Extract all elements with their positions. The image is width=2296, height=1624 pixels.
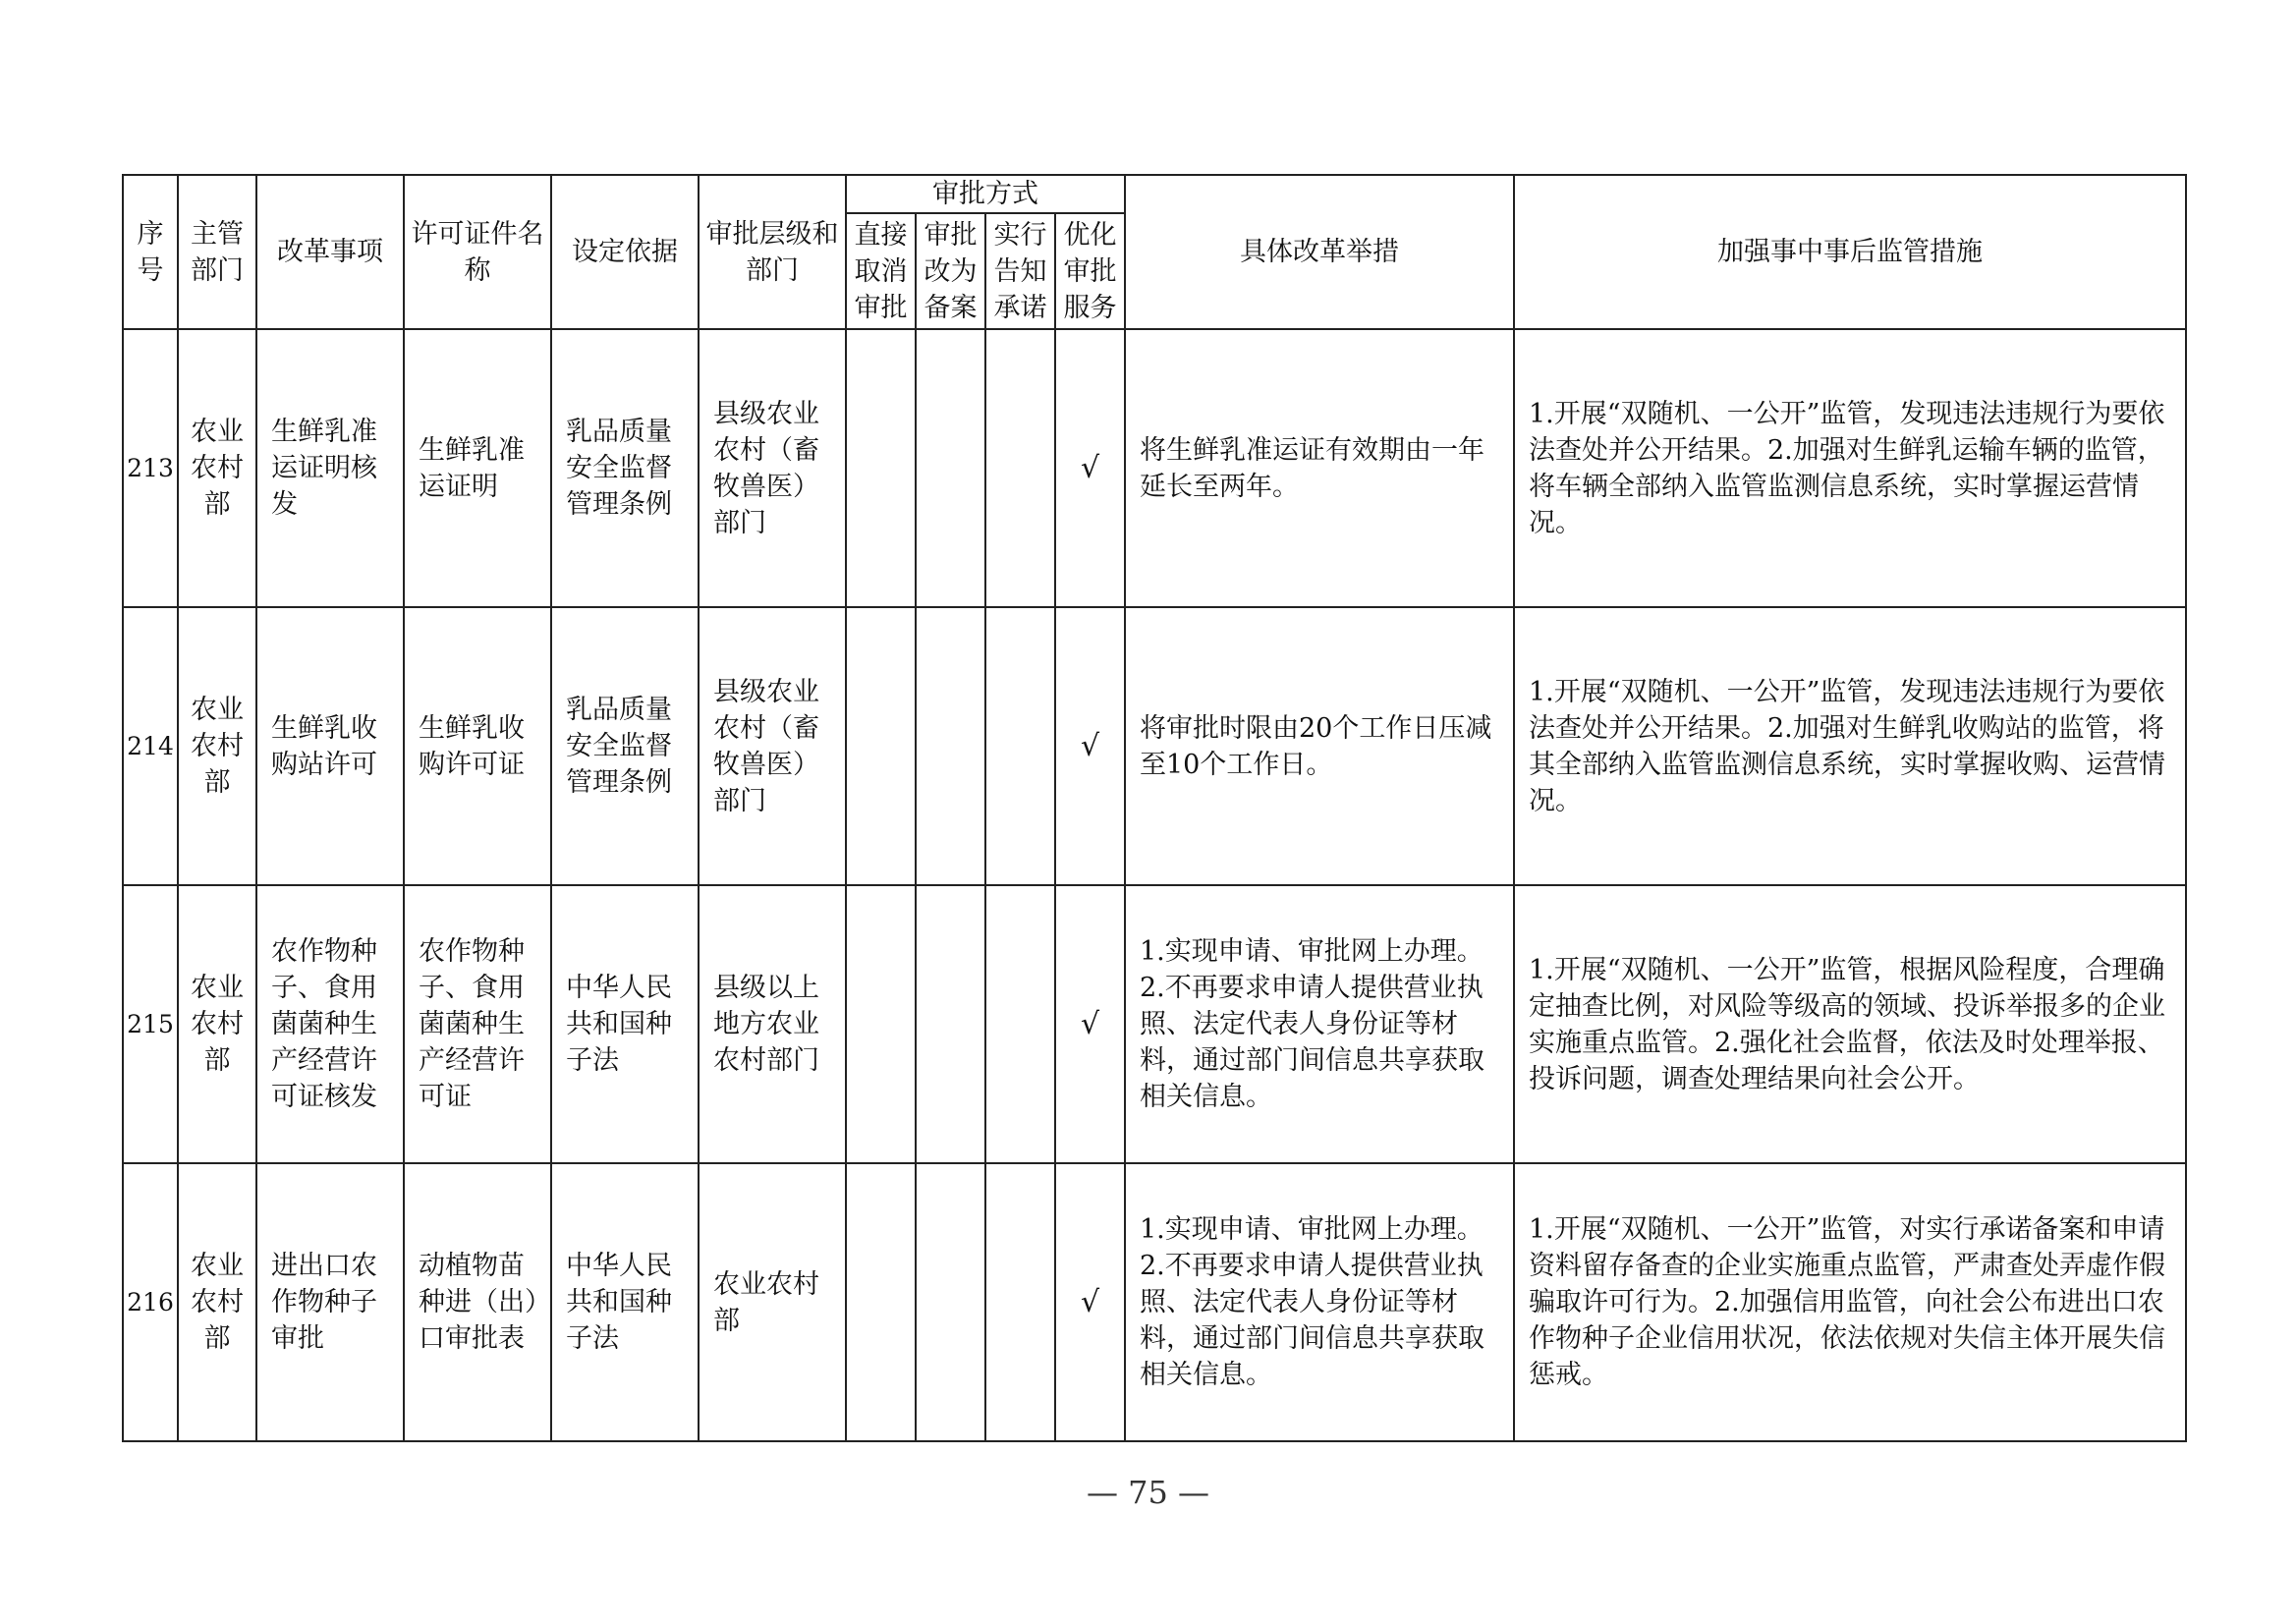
row-basis: 中华人民共和国种子法 <box>551 1163 699 1441</box>
row-item: 进出口农作物种子审批 <box>256 1163 404 1441</box>
row-dept: 农业农村部 <box>178 885 256 1163</box>
row-method-notice <box>985 607 1055 885</box>
header-supervision: 加强事中事后监管措施 <box>1514 175 2186 329</box>
header-method-notice: 实行告知承诺 <box>985 213 1055 329</box>
row-method-optimize: √ <box>1055 885 1125 1163</box>
table-row <box>123 607 2186 885</box>
row-method-cancel <box>846 1163 916 1441</box>
row-level: 县级农业农村（畜牧兽医）部门 <box>699 329 846 607</box>
row-method-notice <box>985 1163 1055 1441</box>
row-measure: 将生鲜乳准运证有效期由一年延长至两年。 <box>1125 329 1514 607</box>
reform-table-container <box>122 174 2187 1442</box>
row-supervision: 1.开展“双随机、一公开”监管，发现违法违规行为要依法查处并公开结果。2.加强对生鲜乳收购站的监管，将其全部纳入监管监测信息系统，实时掌握收购、运营情况。 <box>1514 607 2186 885</box>
row-method-notice <box>985 885 1055 1163</box>
row-method-optimize: √ <box>1055 1163 1125 1441</box>
row-item: 生鲜乳收购站许可 <box>256 607 404 885</box>
row-seq: 214 <box>123 607 178 885</box>
header-level: 审批层级和部门 <box>699 175 846 329</box>
row-basis: 中华人民共和国种子法 <box>551 885 699 1163</box>
row-method-filing <box>916 329 985 607</box>
row-basis: 乳品质量安全监督管理条例 <box>551 329 699 607</box>
row-license: 农作物种子、食用菌菌种生产经营许可证 <box>404 885 551 1163</box>
row-method-filing <box>916 885 985 1163</box>
row-supervision: 1.开展“双随机、一公开”监管，发现违法违规行为要依法查处并公开结果。2.加强对生鲜乳运输车辆的监管，将车辆全部纳入监管监测信息系统，实时掌握运营情况。 <box>1514 329 2186 607</box>
row-method-cancel <box>846 885 916 1163</box>
table-header <box>123 175 2186 329</box>
row-method-optimize: √ <box>1055 329 1125 607</box>
row-license: 生鲜乳准运证明 <box>404 329 551 607</box>
row-method-filing <box>916 607 985 885</box>
row-measure: 1.实现申请、审批网上办理。2.不再要求申请人提供营业执照、法定代表人身份证等材料，通过部门间信息共享获取相关信息。 <box>1125 1163 1514 1441</box>
row-method-optimize: √ <box>1055 607 1125 885</box>
row-dept: 农业农村部 <box>178 607 256 885</box>
row-supervision: 1.开展“双随机、一公开”监管，根据风险程度，合理确定抽查比例，对风险等级高的领域、投诉举报多的企业实施重点监管。2.强化社会监督，依法及时处理举报、投诉问题，调查处理结果向社会公开。 <box>1514 885 2186 1163</box>
row-method-filing <box>916 1163 985 1441</box>
row-license: 生鲜乳收购许可证 <box>404 607 551 885</box>
header-seq: 序号 <box>123 175 178 329</box>
row-measure: 1.实现申请、审批网上办理。2.不再要求申请人提供营业执照、法定代表人身份证等材料，通过部门间信息共享获取相关信息。 <box>1125 885 1514 1163</box>
table-body <box>123 329 2186 1441</box>
row-level: 县级农业农村（畜牧兽医）部门 <box>699 607 846 885</box>
row-license: 动植物苗种进（出）口审批表 <box>404 1163 551 1441</box>
row-seq: 216 <box>123 1163 178 1441</box>
row-measure: 将审批时限由20个工作日压减至10个工作日。 <box>1125 607 1514 885</box>
row-method-cancel <box>846 607 916 885</box>
row-level: 农业农村部 <box>699 1163 846 1441</box>
header-license: 许可证件名称 <box>404 175 551 329</box>
row-method-notice <box>985 329 1055 607</box>
row-seq: 215 <box>123 885 178 1163</box>
header-dept: 主管部门 <box>178 175 256 329</box>
row-basis: 乳品质量安全监督管理条例 <box>551 607 699 885</box>
header-basis: 设定依据 <box>551 175 699 329</box>
table-row <box>123 329 2186 607</box>
header-method-filing: 审批改为备案 <box>916 213 985 329</box>
row-dept: 农业农村部 <box>178 329 256 607</box>
row-method-cancel <box>846 329 916 607</box>
header-method-optimize: 优化审批服务 <box>1055 213 1125 329</box>
row-item: 农作物种子、食用菌菌种生产经营许可证核发 <box>256 885 404 1163</box>
table-row <box>123 885 2186 1163</box>
header-measure: 具体改革举措 <box>1125 175 1514 329</box>
table-row <box>123 1163 2186 1441</box>
page-number: — 75 — <box>1086 1474 1210 1511</box>
row-seq: 213 <box>123 329 178 607</box>
header-method-cancel: 直接取消审批 <box>846 213 916 329</box>
row-level: 县级以上地方农业农村部门 <box>699 885 846 1163</box>
header-method-group: 审批方式 <box>846 175 1125 213</box>
header-item: 改革事项 <box>256 175 404 329</box>
row-supervision: 1.开展“双随机、一公开”监管，对实行承诺备案和申请资料留存备查的企业实施重点监管，严肃查处弄虚作假骗取许可行为。2.加强信用监管，向社会公布进出口农作物种子企业信用状况，依法依规对失信主体开展失信惩戒。 <box>1514 1163 2186 1441</box>
row-dept: 农业农村部 <box>178 1163 256 1441</box>
row-item: 生鲜乳准运证明核发 <box>256 329 404 607</box>
reform-table <box>122 174 2187 1442</box>
